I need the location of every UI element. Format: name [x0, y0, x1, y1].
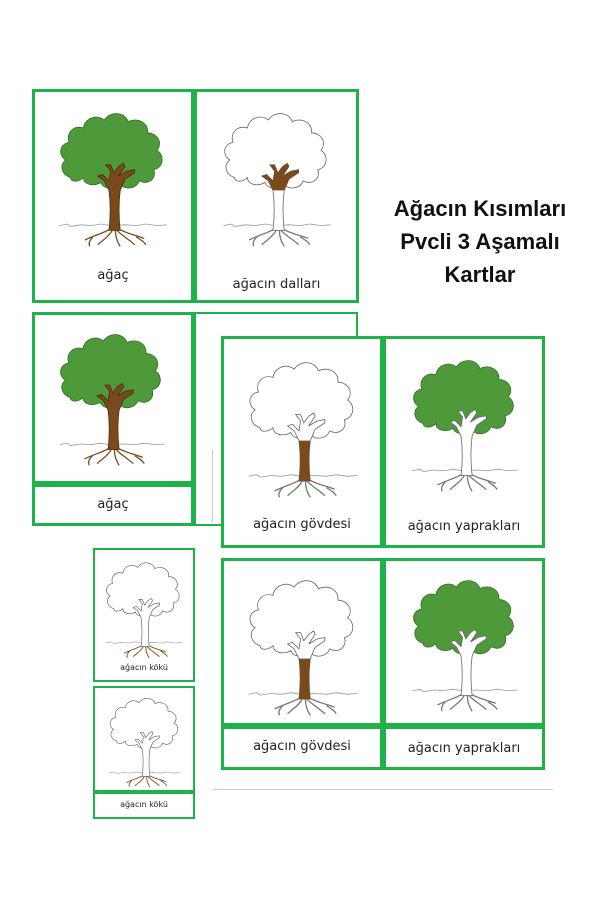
- card-label-strip-kok: [93, 792, 195, 819]
- card-label-strip-govde: [221, 726, 383, 770]
- card-roots-picture-small: [93, 686, 195, 792]
- tree-illustration-full-2: [53, 325, 171, 467]
- card-label-yapraklar: ağacın yaprakları: [407, 519, 521, 534]
- tree-illustration-branches: [217, 104, 337, 248]
- tree-illustration-leaves-2: [406, 571, 524, 713]
- card-trunk-picture: [221, 558, 383, 726]
- tree-illustration-roots-2: [105, 692, 185, 788]
- card-tree-leaves: [383, 336, 545, 548]
- title-line-2: Pvcli 3 Aşamalı: [400, 229, 560, 254]
- card-tree-full: [32, 89, 194, 303]
- tree-illustration-trunk: [242, 353, 364, 499]
- card-label-strip-yapraklar: [383, 726, 545, 770]
- card-tree-roots-small: [93, 548, 195, 682]
- title-line-1: Ağacın Kısımları: [393, 196, 567, 221]
- tree-illustration-leaves: [406, 351, 524, 493]
- card-tree-branches: [194, 89, 359, 303]
- strip-label-yapraklar: ağacın yaprakları: [407, 741, 521, 756]
- tree-illustration-roots: [101, 556, 187, 659]
- page-edge-rule-vertical: [212, 450, 213, 522]
- page-edge-rule: [213, 789, 553, 790]
- tree-illustration-trunk-2: [242, 571, 364, 717]
- strip-label-agac: ağaç: [97, 497, 129, 512]
- card-tree-trunk: [221, 336, 383, 548]
- card-leaves-picture: [383, 558, 545, 726]
- card-label-agac: ağaç: [97, 268, 129, 283]
- strip-label-govde: ağacın gövdesi: [253, 739, 351, 754]
- card-label-kok: ağacın kökü: [120, 663, 168, 672]
- tree-illustration-full: [53, 104, 173, 248]
- page-title: [365, 192, 595, 291]
- card-label-strip-agac: [32, 484, 194, 526]
- card-label-dallar: ağacın dalları: [232, 277, 321, 292]
- card-tree-picture: [32, 312, 194, 484]
- title-line-3: Kartlar: [444, 262, 516, 287]
- card-label-govde: ağacın gövdesi: [253, 517, 351, 532]
- strip-label-kok: ağacın kökü: [120, 800, 168, 809]
